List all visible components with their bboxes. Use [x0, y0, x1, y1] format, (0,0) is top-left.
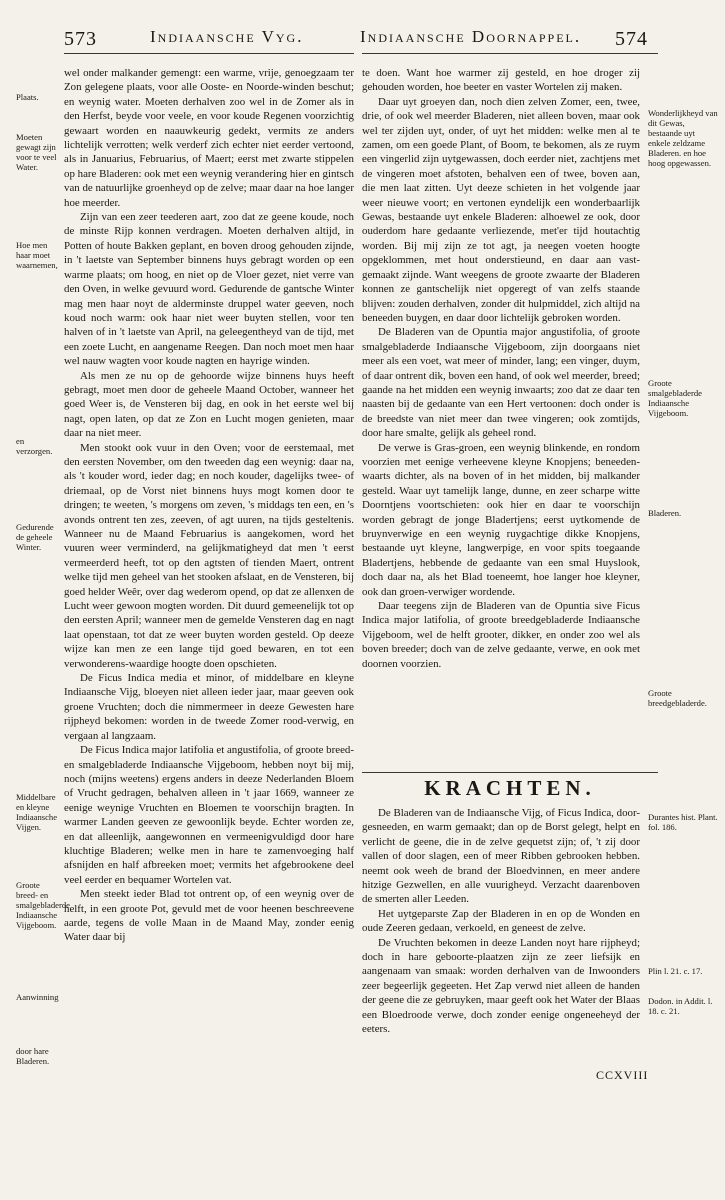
paragraph: Het uytgeparste Zap der Bladeren in en op de Wonden en oude Zeeren gedaan, verkoeld, en geneest de zelve. [362, 907, 640, 935]
paragraph: De Bladeren van de Opuntia major angustifolia, of groote smalgebladerde Indiaansche Vijgeboom, zijn doorgaans niet meer als een voet, wat meer of minder, lang; een vinger, duym, of daar ontrent dik, boven een hand, of ook wel meerder, breed; gaande na het midden een weynig inwaarts; zoo dat ze daar ten naasten bij de gedaante van een Hert vertoonen: doch onder is de breedste van niet meer dan twee vingeren; ook zomtijds, door hare smalte, gelijk als geheel rond. [362, 326, 640, 440]
paragraph: Zijn van een zeer teederen aart, zoo dat ze geene koude, noch de minste Rijp konnen verdragen. Moeten derhalven altijd, in Potten of houte Bakken geplant, en boven droog gehouden zijnde, in 't laetste van September binnens huys gebragt worden op een warme plaats; om hoog, en niet op de Vloer gezet, niet verre van den Oven, in welke gevuurd word. Gedurende de gantsche Winter mag men haar noyt de alderminste druppel water geeven, noch koud noch warm: ook haar niet weer buyten stellen, voor ten halven of in 't laetste van April, na geleegentheyd van de tijd, met een zoete Lucht, en aangename Reegen. Dan noch moet men haar wel nauw wagten voor koude nagten en hayrige winden. [64, 211, 354, 368]
margin-note: Aanwinning [16, 992, 59, 1002]
paragraph: Daar teegens zijn de Bladeren van de Opuntia sive Ficus Indica major latifolia, of groote breedgebladerde Indiaansche Vijgeboom, wel de helft grooter, dikker, en onder zoo wel als boven breeder; doch van de zelve gedaante, verwe, en ook met doornen voorzien. [362, 600, 640, 670]
krachten-section [362, 806, 640, 1037]
margin-note: Wonderlijkheyd van dit Gewas, bestaande uyt enkele zeldzame Bladeren. en hoe hoog opgewassen. [648, 108, 718, 168]
paragraph: De verwe is Gras-groen, een weynig blinkende, en rondom voorzien met eenige verheevene kleyne Knopjens; beneeden-waarts dichter, als na boven of in het midden, bij malkander gesteld. Waar uyt tamelijk lange, dunne, en zeer scharpe witte Doorntjens voortschieten: ook hier en daar te voorschijn worden gebragt de jonge Bladertjens; eerst uytkomende de bruynverwige en een weynig ruygachtige dikke Knopjens, bestaande uyt kleyne, langwerpige, en voor spits toegaande Bladertjens, hebbende de gedaante van een smal Huyslook, doch daar na, als het Blad toeneemt, hoe langer hoe kleyner, ook dan groen-verwiger wordende. [362, 441, 640, 598]
left-column [64, 66, 354, 945]
paragraph: De Ficus Indica major latifolia et angustifolia, of groote breed- en smalgebladerde Indiaansche Vijgeboom, hebben noyt bij mij, noch (mijns weetens) ergens anders in deeze Nederlanden Bloem of Vrucht gedragen, behalven alleen in 't jaar 1669, wanneer ze eenige weynige Vruchten en Bloemen te voorschijn bragten. In warmer Landen geeven ze gewoonlijk beyde. Echter worden ze, en dat alleenlijk, aangewonnen en vermeenigvuldigd door hare kluchtige Bladeren; welke men in hare te zamenvoeging half afsnijden en half afbreeken moet; vermits het afgebrookene deel veel eerder en bequamer Wortelen vat. [64, 744, 354, 886]
paragraph: te doen. Want hoe warmer zij gesteld, en hoe droger zij gehouden worden, hoe beeter en vaster Wortelen zij maken. [362, 67, 640, 94]
margin-note: Groote breed- en smalgebladerde Indiaansche Vijgeboom. [16, 880, 70, 930]
margin-note: Groote breedgebladerde. [648, 688, 707, 708]
margin-reference: Dodon. in Addit. l. 18. c. 21. [648, 996, 713, 1016]
header-rule-right [362, 53, 658, 54]
margin-note: Gedurende de geheele Winter. [16, 522, 54, 552]
header-rule-left [64, 53, 354, 54]
section-rule [362, 772, 658, 773]
running-title-left: Indiaansche Vyg. [150, 27, 304, 46]
margin-note: door hare Bladeren. [16, 1046, 50, 1066]
margin-note: Moeten gewagt zijn voor te veel Water. [16, 132, 57, 172]
margin-note: Middelbare en kleyne Indiaansche Vijgen. [16, 792, 58, 832]
section-title: KRACHTEN. [424, 776, 596, 800]
paragraph: De Bladeren van de Indiaansche Vijg, of Ficus Indica, door-gesneeden, en warm gemaakt; dan op de Borst gelegt, helpt en verlicht de geene, die in de zelve gequetst zijn; of, 't zij door vallen of door slagen, een of meer Ribben gebrooken hebben. neemt ook weeh de brand der Bloedvinnen, en meer andere hitzige Gezwellen, en alle vuurigheyd. Verzacht daarenboven de smerten aller Leeden. [362, 807, 640, 906]
margin-note: Plaats. [16, 92, 39, 102]
margin-note: en verzorgen. [16, 436, 53, 456]
paragraph: De Vruchten bekomen in deeze Landen noyt hare rijpheyd; doch in hare geboorte-plaatzen zijn ze zeer liefsijk en aangenaam van smaak: worden derhalven van de Inwoonders zeer begeerlijk gegeeten. Het Zap verwd niet alleen de handen der geene die ze gebruyken, maar geeft ook het Water der Blaas een Bloedroode verwe, doch zonder eenige ongeneeheyd der eeters. [362, 936, 640, 1036]
margin-note: Hoe men haar moet waarnemen, [16, 240, 58, 270]
paragraph: Men stookt ook vuur in den Oven; voor de eerstemaal, met den eersten November, om den tweeden dag een weynig: daar na, als 't kouder word, ieder dag; en noch kouder, dagelijks twee- of driemaal, op de Vorst niet binnens huys mogt komen door te dringen; te weeten, 's morgens om zeven, 's middags ten een, en 's avonds ontrent ten zes, zeeven, of agt uuren, na tijds gesteltenis. Wanneer nu de Maand Februarius is aangekomen, word het vuuren weer verminderd, na gelijkmatigheyd dat men 't eerst vermeerderd heeft, tot op den agtsten of tienden Maert, ontrent welke tijd men geheel van het stooken afslaat, en de Vensteren, bij goed helder Weêr, over dag wederom opend, op dat ze allenxen de Lucht weer gewoon mogten worden. Dit duurd gemeenelijk tot op den eersten April; wanneer men de gemelde Vensteren dag en nagt laat openstaan, tot dat ze weer buyten worden gesteld. Op deeze wijze kan men ze een lange tijd goed bewaren, en tot een verwonderens-waardige hoogte doen opschieten. [64, 441, 354, 670]
paragraph: wel onder malkander gemengt: een warme, vrije, genoegzaam ter Zon gelegene plaats, voor alle Ooste- en Noorde-winden beschut; en weynig water. Moeten derhalven zoo wel in de Zomer als in den Herfst, beyde voor veele, en voor koude Regenen voorzichtig gewaart worden en naauwkeurig gedekt, vermits ze anders lichtelijk verrotten; welk verderf zich echter niet eerder vertoond, als in Januarius, Februarius, of Maert; eerst met zwarte stippelen op hare Bladeren: ook met een weynig verandering hier en gintsch van de natuurlijke groenheyd op de zelve; maar daar na hoe langer hoe meerder. [64, 67, 354, 209]
paragraph: Men steekt ieder Blad tot ontrent op, of een weynig over de helft, in een groote Pot, gevuld met de voor heenen beschreevene aarde, tegens de volle Maan in de Maand May, zonder eenig Water daar bij [64, 888, 354, 944]
margin-reference: Durantes hist. Plant. fol. 186. [648, 812, 718, 832]
margin-reference: Plin l. 21. c. 17. [648, 966, 703, 976]
page-number-left: 573 [64, 28, 97, 50]
right-column [362, 66, 640, 671]
page-number-right: 574 [615, 28, 648, 50]
running-header [0, 10, 725, 54]
paragraph: Als men ze nu op de gehoorde wijze binnens huys heeft gebragt, moet men door de geheele Maand October, wanneer het goed Weer is, de Vensteren bij dag, en ook in het eerste wel bij nagt, open laten, op dat ze Zon en Lucht mogen genieten, maar daar na niet meer. [64, 369, 354, 440]
paragraph: Daar uyt groeyen dan, noch dien zelven Zomer, een, twee, drie, of ook wel meerder Bladeren, niet alleen boven, maar ook wel ter zijden uyt, onder, of uyt het midden: welke men al te zamen, om een goede Plant, of Boom, te bekomen, als ze ruym een vingerlid zijn uytgewassen, doch eerder niet, zachtjens met de vingeren moet afstoten, behalven een of twee, boven aan, die men laat zitten. Uyt deeze schieten in het volgende jaar weer nieuwe voort; en vertonen eyndelijk een wonderbaarlijk Gewas, bestaande uyt enkele Bladeren: alhoewel ze ook, door ouderdom hare gedaante verliezende, met'er tijd houtachtig worden. Bij mij zijn ze tot agt, ja neegen voeten hoogte opgeklommen, met hout onderstieund, en daar aan vast-gemaakt zijnde. Want weegens de groote zwaarte der Bladeren konnen ze gantschelijk niet opgeregt of van zelfs staande blijven: zouden derhalven, zonder dit hulpmiddel, zich altijd na beneeden buygen, en daar door lichtelijk gebroken worden. [362, 95, 640, 324]
catchword: CCXVIII [596, 1068, 649, 1082]
running-title-right: Indiaansche Doornappel. [360, 27, 582, 46]
paragraph: De Ficus Indica media et minor, of middelbare en kleyne Indiaansche Vijg, bloeyen niet alleen ieder jaar, maar geeven ook groene Vruchten; doch die nimmermeer in deeze Gewesten hare rijpheyd bekomen: worden in de tweede Zomer rood-verwig, en vergaan al langzaam. [64, 672, 354, 742]
margin-note: Bladeren. [648, 508, 682, 518]
margin-note: Groote smalgebladerde Indiaansche Vijgeboom. [648, 378, 702, 418]
